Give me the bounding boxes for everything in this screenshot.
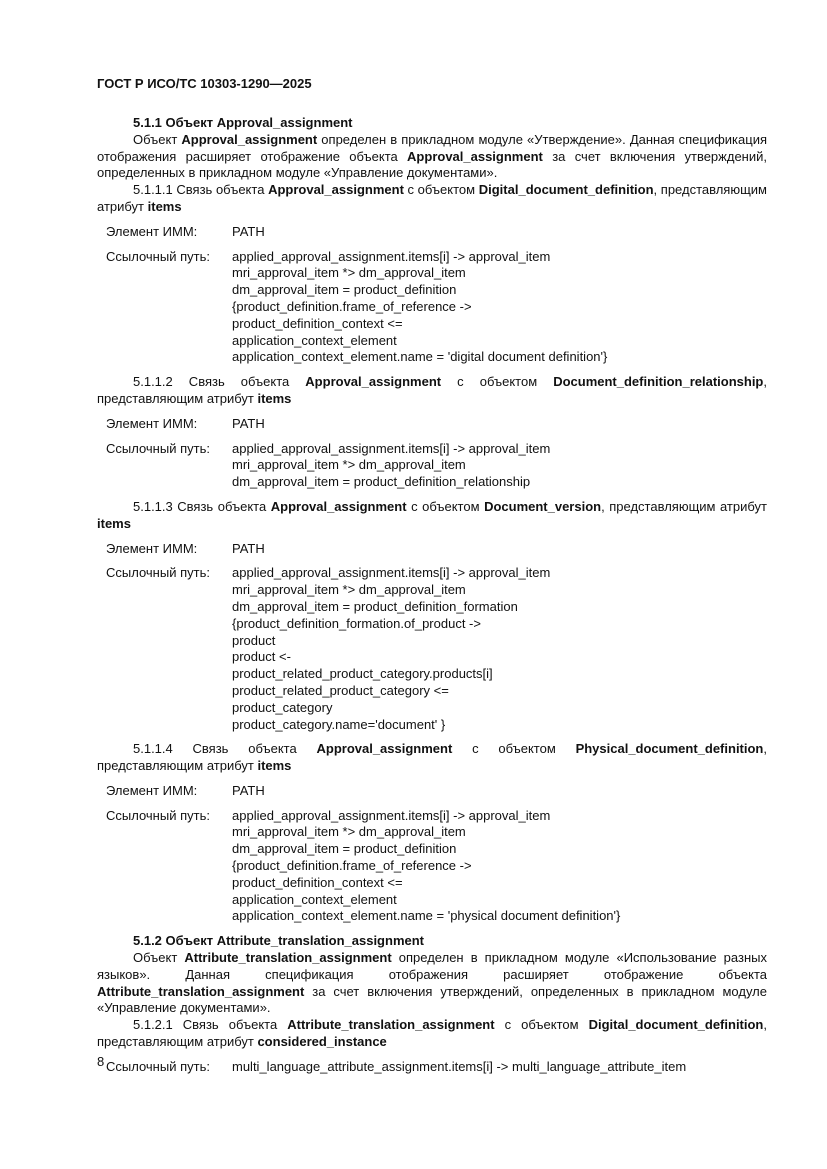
path-line: product <- bbox=[232, 649, 291, 665]
subsection-heading-5-1-1-3: 5.1.1.3 Связь объекта Approval_assignment с объектом Document_version, представляющим атрибут items bbox=[97, 498, 767, 531]
reference-path-row bbox=[106, 565, 767, 733]
imm-value: PATH bbox=[232, 540, 265, 556]
path-line: application_context_element bbox=[232, 332, 397, 348]
section-title-5-1-2: 5.1.2 Объект Attribute_translation_assignment bbox=[133, 933, 425, 949]
paragraph-5-1-1: Объект Approval_assignment определен в прикладном модуле «Утверждение». Данная спецификация отображения расширяет отображение объекта Approval_assignment за счет включения утверждений, определенных в прикладном модуле «Управление документами». bbox=[97, 131, 767, 181]
subsection-heading-5-1-1-4: 5.1.1.4 Связь объекта Approval_assignment с объектом Physical_document_definition, представляющим атрибут items bbox=[97, 741, 768, 774]
path-line: applied_approval_assignment.items[i] -> approval_item bbox=[232, 248, 551, 264]
reference-path-row bbox=[106, 1059, 767, 1076]
path-line: application_context_element.name = 'physical document definition'} bbox=[232, 908, 621, 924]
subsection-heading-5-1-1-1: 5.1.1.1 Связь объекта Approval_assignment с объектом Digital_document_definition, представляющим атрибут items bbox=[97, 182, 767, 214]
path-line: multi_language_attribute_assignment.items[i] -> multi_language_attribute_item bbox=[232, 1058, 687, 1074]
reference-path-row bbox=[106, 249, 767, 367]
path-line: product_category.name='document' } bbox=[232, 716, 446, 732]
path-line: mri_approval_item *> dm_approval_item bbox=[232, 824, 466, 840]
path-line: product_related_product_category <= bbox=[232, 682, 449, 698]
page-content bbox=[97, 115, 767, 1084]
imm-element-row bbox=[106, 783, 767, 800]
path-line: dm_approval_item = product_definition bbox=[232, 841, 457, 857]
path-line: product_related_product_category.products[i] bbox=[232, 666, 493, 682]
paragraph-5-1-2: Объект Attribute_translation_assignment определен в прикладном модуле «Использование разных языков». Данная спецификация отображения расширяет отображение объекта Attribute_translation_assignment за счет включения утверждений, определенных в прикладном модуле «Управление документами». bbox=[97, 950, 767, 1016]
path-line: {product_definition.frame_of_reference -> bbox=[232, 858, 472, 874]
subsection-heading-5-1-1-2: 5.1.1.2 Связь объекта Approval_assignment с объектом Document_definition_relationship, представляющим атрибут items bbox=[97, 374, 767, 406]
imm-value: PATH bbox=[232, 782, 265, 798]
subsection-heading-5-1-2-1: 5.1.2.1 Связь объекта Attribute_translation_assignment с объектом Digital_document_definition, представляющим атрибут considered_instance bbox=[97, 1017, 768, 1050]
path-label: Ссылочный путь: bbox=[106, 807, 210, 823]
path-line: applied_approval_assignment.items[i] -> approval_item bbox=[232, 565, 551, 581]
path-line: applied_approval_assignment.items[i] -> approval_item bbox=[232, 807, 551, 823]
path-line: {product_definition_formation.of_product -> bbox=[232, 615, 481, 631]
path-line: dm_approval_item = product_definition_formation bbox=[232, 598, 518, 614]
path-label: Ссылочный путь: bbox=[106, 1058, 210, 1074]
imm-label: Элемент ИММ: bbox=[106, 540, 198, 556]
imm-element-row bbox=[106, 224, 767, 241]
path-lines bbox=[232, 441, 767, 491]
reference-path-row bbox=[106, 808, 767, 926]
path-line: dm_approval_item = product_definition bbox=[232, 282, 457, 298]
imm-label: Элемент ИММ: bbox=[106, 223, 198, 239]
imm-element-row bbox=[106, 416, 767, 433]
path-label: Ссылочный путь: bbox=[106, 565, 210, 581]
path-line: {product_definition.frame_of_reference -> bbox=[232, 298, 472, 314]
path-line: mri_approval_item *> dm_approval_item bbox=[232, 457, 466, 473]
page-header: ГОСТ Р ИСО/ТС 10303-1290—2025 bbox=[97, 76, 312, 91]
path-label: Ссылочный путь: bbox=[106, 248, 210, 264]
imm-value: PATH bbox=[232, 415, 265, 431]
path-line: mri_approval_item *> dm_approval_item bbox=[232, 582, 466, 598]
imm-element-row bbox=[106, 541, 767, 558]
imm-label: Элемент ИММ: bbox=[106, 782, 198, 798]
path-lines bbox=[232, 249, 767, 367]
path-line: application_context_element bbox=[232, 891, 397, 907]
path-line: dm_approval_item = product_definition_relationship bbox=[232, 474, 531, 490]
path-line: product_definition_context <= bbox=[232, 315, 403, 331]
path-line: applied_approval_assignment.items[i] -> approval_item bbox=[232, 440, 551, 456]
path-line: product_definition_context <= bbox=[232, 874, 403, 890]
imm-label: Элемент ИММ: bbox=[106, 415, 198, 431]
section-title-5-1-1: 5.1.1 Объект Approval_assignment bbox=[133, 115, 353, 130]
path-lines bbox=[232, 565, 767, 733]
imm-value: PATH bbox=[232, 223, 265, 239]
path-line: product_category bbox=[232, 699, 333, 715]
path-label: Ссылочный путь: bbox=[106, 440, 210, 456]
path-lines bbox=[232, 1059, 767, 1076]
path-lines bbox=[232, 808, 767, 926]
path-line: mri_approval_item *> dm_approval_item bbox=[232, 265, 466, 281]
path-line: application_context_element.name = 'digital document definition'} bbox=[232, 349, 608, 365]
reference-path-row bbox=[106, 441, 767, 491]
path-line: product bbox=[232, 632, 276, 648]
page-number: 8 bbox=[97, 1054, 105, 1069]
